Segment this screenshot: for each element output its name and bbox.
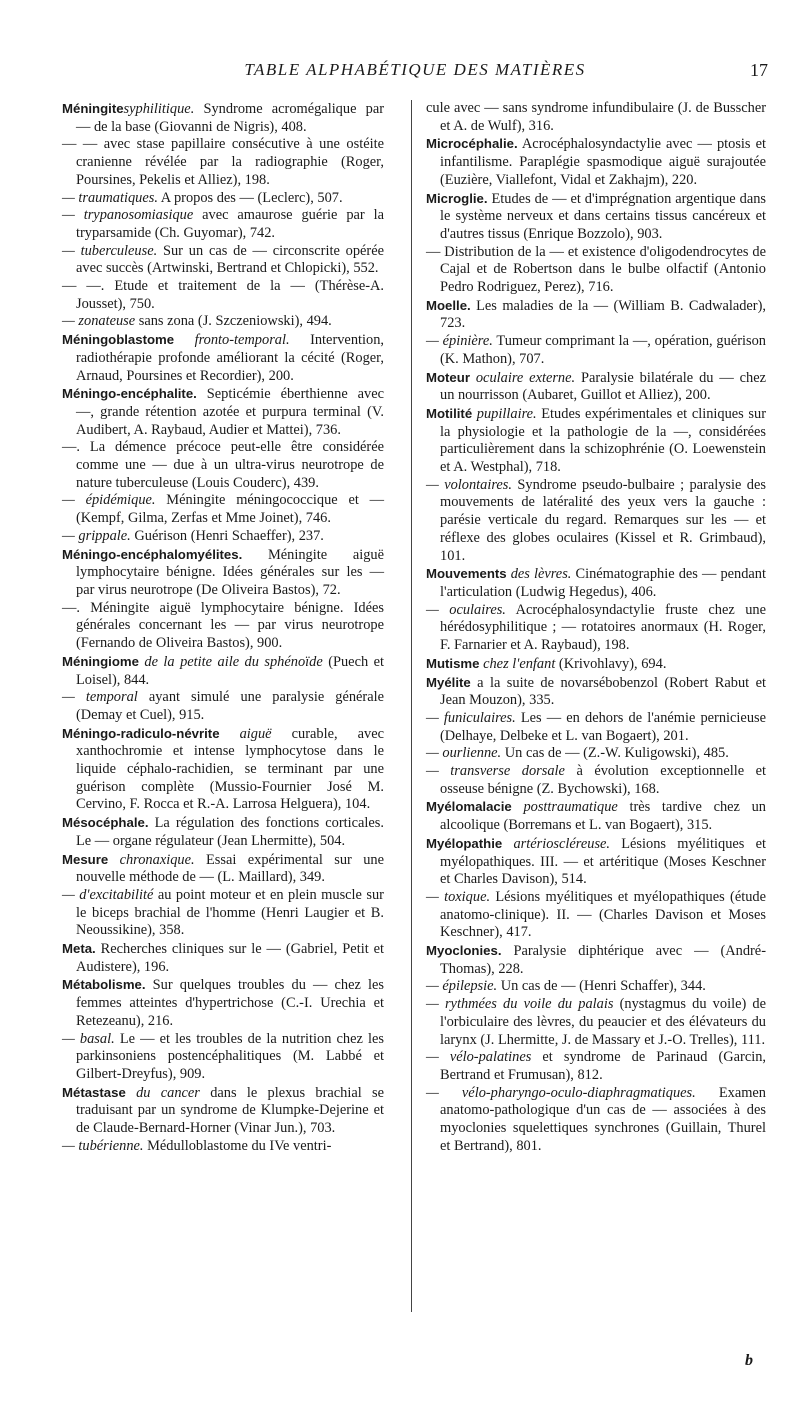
- entry-text: A propos des — (Leclerc), 507.: [157, 189, 343, 206]
- entry-text: Acrocéphalosyndactylie avec — ptosis et infantilisme. Paraplégie spasmodique aiguë surajoutée (Euzière, Viallefont, Vidal et Zakhajm), 220.: [440, 136, 766, 188]
- entry-qualifier: — volontaires.: [426, 476, 513, 493]
- entry-headword: Méningiome: [62, 653, 139, 669]
- entry-text: Syndrome pseudo-bulbaire ; paralysie des mouvements de latéralité des yeux vers la gauche : parésie verticale du regard. Remarques sur les — et réflexe des globes oculaires (Kissel et R. Grimbaud), 101.: [440, 476, 766, 564]
- index-entry: [426, 655, 766, 674]
- entry-qualifier: oculaire externe.: [469, 369, 576, 386]
- entry-text: Un cas de — (Henri Schaffer), 344.: [497, 978, 706, 995]
- index-entry: [426, 333, 766, 368]
- index-entry: [426, 405, 766, 477]
- index-entry: [62, 313, 384, 331]
- entry-headword: Myélite: [426, 674, 471, 690]
- entry-headword: Motilité: [426, 405, 473, 421]
- entry-headword: Myélopathie: [426, 835, 503, 851]
- entry-headword: Microglie.: [426, 190, 488, 206]
- entry-text: Le — et les troubles de la nutrition chez les parkinsoniens postencéphalitiques (M. Labbé et Gilbert-Dreyfus), 909.: [76, 1030, 385, 1082]
- entry-headword: Mutisme: [426, 655, 480, 671]
- entry-text: Lésions myélitiques et myélopathiques (étude anatomo-clinique). II. — (Charles Davison et Moses Keschner), 417.: [440, 888, 766, 941]
- index-entry: [426, 889, 766, 942]
- entry-text: — Distribution de la — et existence d'oligodendrocytes de Cajal et de Robertson dans le bulbe olfactif (Antonio Pedro Rodriguez, Perez), 716.: [426, 243, 766, 296]
- index-entry: [426, 835, 766, 889]
- entry-text: Paralysie bilatérale du — chez un nourrisson (Aubaret, Guillot et Alliez), 200.: [440, 369, 767, 404]
- entry-headword: Méningoblastome: [62, 332, 175, 348]
- entry-qualifier: aiguë: [219, 725, 272, 742]
- index-entry: [62, 940, 384, 976]
- entry-text: La régulation des fonctions corticales. Le — organe régulateur (Jean Lhermitte), 504.: [76, 815, 384, 849]
- entry-qualifier: pupillaire.: [472, 405, 537, 422]
- entry-text: (Krivohlavy), 694.: [555, 655, 667, 672]
- index-entry: [426, 369, 766, 405]
- entry-text: Etudes expérimentales et cliniques sur la physiologie et la pathologie de la —, considérées particulièrement dans la schizophrénie (O. Loewenstein et A. Westphal), 718.: [440, 405, 766, 476]
- index-entry: [426, 674, 766, 710]
- index-entry: [426, 297, 766, 333]
- index-entry: [426, 710, 766, 745]
- entry-text: ayant simulé une paralysie générale (Demay et Cuel), 915.: [76, 689, 384, 723]
- signature-mark: b: [745, 1352, 753, 1369]
- entry-qualifier: — transverse dorsale: [426, 763, 565, 780]
- index-entry: [62, 725, 384, 815]
- entry-qualifier: — vélo-pharyngo-oculo-diaphragmatiques.: [426, 1084, 696, 1101]
- entry-qualifier: fronto-temporal.: [174, 332, 290, 349]
- entry-qualifier: — ourlienne.: [426, 745, 502, 762]
- entry-text: Méningite méningococcique et — (Kempf, Gilma, Zerfas et Mme Joinet), 746.: [76, 492, 384, 527]
- index-entry: [62, 190, 384, 208]
- index-entry: [426, 190, 766, 244]
- entry-headword: Métastase: [62, 1084, 126, 1100]
- entry-qualifier: — rythmées du voile du palais: [426, 996, 614, 1013]
- running-header: [62, 60, 768, 84]
- entry-qualifier: — traumatiques.: [62, 189, 158, 206]
- entry-text: Les — en dehors de l'anémie pernicieuse (Delhaye, Delbeke et L. van Bogaert), 201.: [440, 709, 767, 744]
- index-entry: [62, 689, 384, 724]
- index-entry: [62, 814, 384, 850]
- index-entry: [62, 278, 384, 313]
- index-entry: [62, 100, 384, 136]
- entry-text: — —. Etude et traitement de la — (Thérèse-A. Jousset), 750.: [62, 278, 384, 312]
- entry-text: Un cas de — (Z.-W. Kuligowski), 485.: [501, 745, 729, 762]
- index-entry: [62, 600, 384, 653]
- entry-text: Tumeur comprimant la —, opération, guérison (K. Mathon), 707.: [440, 333, 766, 367]
- column-divider: [411, 100, 412, 1312]
- entry-qualifier: artérioscléreuse.: [502, 835, 611, 852]
- entry-headword: Meta.: [62, 941, 96, 957]
- entry-text: Acrocéphalosyndactylie fruste chez une hérédosyphilitique ; — rotatoires anormaux (H. Roger, F. Farnarier et A. Raybaud), 198.: [440, 601, 766, 654]
- index-entry: [62, 492, 384, 527]
- entry-text: Guérison (Henri Schaeffer), 237.: [130, 527, 324, 544]
- entry-text: (Puech et Loisel), 844.: [76, 653, 384, 688]
- index-entry: [426, 565, 766, 601]
- index-entry: [62, 207, 384, 242]
- entry-qualifier: — vélo-palatines: [426, 1049, 532, 1066]
- entry-headword: Moelle.: [426, 297, 471, 313]
- index-entry: [426, 763, 766, 798]
- entry-text: Etudes de — et d'imprégnation argentique dans le système nerveux et dans certains tissus cancéreux et d'autres tissus (Enrique Bozzolo), 903.: [440, 190, 766, 242]
- index-entry: [62, 1138, 384, 1156]
- entry-qualifier: — grippale.: [62, 527, 131, 544]
- entry-text: Septicémie éberthienne avec —, grande rétention azotée et purpura terminal (V. Audibert, A. Raybaud, Audier et Mattei), 736.: [76, 386, 384, 438]
- entry-headword: Méningite: [62, 101, 124, 116]
- entry-text: Paralysie diphtérique avec — (André-Thomas), 228.: [440, 943, 766, 977]
- entry-qualifier: chronaxique.: [108, 851, 195, 868]
- index-entry: [426, 996, 766, 1049]
- entry-qualifier: — basal.: [62, 1030, 115, 1047]
- entry-qualifier: — temporal: [62, 689, 138, 706]
- entry-text: sans zona (J. Szczeniowski), 494.: [135, 313, 332, 330]
- index-entry: [62, 385, 384, 439]
- entry-headword: Mouvements: [426, 566, 507, 582]
- entry-text: Méningite aiguë lymphocytaire bénigne. Idées générales sur les — par virus neurotrope (De Oliveira Bastos), 72.: [76, 546, 384, 598]
- index-entry: [62, 653, 384, 689]
- index-entry: [426, 1085, 766, 1156]
- entry-text: Examen anatomo-pathologique d'un cas de — associées à des myoclonies squelettiques synchrones (Guillain, Thurel et Bertrand), 801.: [440, 1084, 767, 1154]
- entry-qualifier: du cancer: [125, 1084, 200, 1101]
- entry-headword: Myoclonies.: [426, 943, 502, 959]
- entry-qualifier: — oculaires.: [426, 601, 506, 618]
- entry-text: très tardive chez un alcoolique (Borremans et L. van Bogaert), 315.: [440, 799, 766, 834]
- entry-qualifier: — épilepsie.: [426, 978, 498, 995]
- entry-text: Sur un cas de — circonscrite opérée avec succès (Artwinski, Bertrand et Chlopicki), 552.: [76, 242, 384, 277]
- entry-text: cule avec — sans syndrome infundibulaire (J. de Busscher et A. de Wulf), 316.: [426, 100, 766, 134]
- entry-text: Essai expérimental sur une nouvelle méthode de — (L. Maillard), 349.: [76, 851, 385, 886]
- entry-qualifier: chez l'enfant: [479, 655, 556, 672]
- entry-qualifier: posttraumatique: [511, 799, 618, 816]
- entry-headword: Méningo-encéphalite.: [62, 386, 197, 402]
- entry-headword: Myélomalacie: [426, 799, 512, 815]
- index-entry: [62, 851, 384, 887]
- entry-text: Sur quelques troubles du — chez les femmes atteintes d'hypertrichose (C.-I. Urechia et Retezeanu), 216.: [76, 977, 384, 1029]
- entry-qualifier: — trypanosomiasique: [62, 207, 194, 224]
- entry-text: Lésions myélitiques et myélopathiques. III. — et artéritique (Moses Keschner et Charles Davison), 514.: [440, 835, 766, 888]
- index-entry: [62, 136, 384, 189]
- index-entry: [426, 1049, 766, 1084]
- index-entry: [62, 439, 384, 492]
- index-entry: [426, 942, 766, 978]
- entry-qualifier: — zonateuse: [62, 313, 136, 330]
- index-entry: [426, 135, 766, 189]
- entry-qualifier: des lèvres.: [506, 566, 572, 583]
- entry-text: (nystagmus du voile) de l'orbiculaire des lèvres, du peaucier et des élévateurs du larynx (J. Lhermitte, J. de Massary et J.-O. Trelles), 111.: [440, 996, 766, 1048]
- entry-text: au point moteur et en plein muscle sur le biceps brachial de l'homme (Henri Laugier et B. Neoussikine), 358.: [76, 886, 384, 939]
- entry-headword: Mésocéphale.: [62, 815, 149, 831]
- entry-headword: Mesure: [62, 851, 109, 867]
- entry-qualifier: — tuberculeuse.: [62, 242, 158, 259]
- entry-qualifier: de la petite aile du sphénoïde: [138, 653, 323, 670]
- index-entry: [426, 602, 766, 655]
- right-column: [426, 100, 766, 1155]
- entry-qualifier: — épidémique.: [62, 492, 156, 509]
- index-entry: [62, 546, 384, 600]
- entry-qualifier: — tubérienne.: [62, 1137, 144, 1154]
- index-entry: [426, 745, 766, 763]
- entry-headword: Méningo-encéphalomyélites.: [62, 546, 243, 562]
- entry-qualifier: syphilitique.: [123, 101, 195, 117]
- index-entry: [426, 798, 766, 834]
- entry-headword: Métabolisme.: [62, 977, 146, 993]
- index-entry: [62, 976, 384, 1030]
- entry-headword: Moteur: [426, 369, 470, 385]
- entry-text: Cinématographie des — pendant l'articulation (Ludwig Hegedus), 406.: [440, 566, 766, 600]
- index-entry: [62, 331, 384, 385]
- index-entry: [426, 978, 766, 996]
- entry-text: Médulloblastome du IVe ventri-: [143, 1137, 332, 1154]
- entry-headword: Méningo-radiculo-névrite: [62, 725, 220, 741]
- page-number: 17: [750, 60, 768, 80]
- entry-qualifier: — épinière.: [426, 333, 493, 350]
- left-column: [62, 100, 384, 1155]
- entry-text: —. La démence précoce peut-elle être considérée comme une — due à un ultra-virus neurotrope de nature tuberculeuse (Louis Couderc), 439.: [62, 439, 384, 491]
- entry-text: dans le plexus brachial se traduisant par un syndrome de Klumpke-Dejerine et de Claude-Bernard-Horner (Vinar Jun.), 703.: [76, 1084, 384, 1137]
- entry-text: avec amaurose guérie par la tryparsamide (Ch. Guyomar), 742.: [76, 207, 384, 241]
- index-entry: [62, 887, 384, 940]
- index-entry: [62, 1031, 384, 1084]
- index-entry: [426, 477, 766, 566]
- page-title: TABLE ALPHABÉTIQUE DES MATIÈRES: [244, 60, 586, 79]
- index-entry: [62, 243, 384, 278]
- entry-text: Les maladies de la — (William B. Cadwalader), 723.: [440, 297, 766, 332]
- entry-text: a la suite de novarsébobenzol (Robert Rabut et Jean Mouzon), 335.: [440, 674, 766, 709]
- index-entry: [426, 100, 766, 135]
- entry-text: —. Méningite aiguë lymphocytaire bénigne. Idées générales concernant les — par virus neurotrope (Fernando de Oliveira Bastos), 900.: [62, 599, 384, 652]
- entry-text: Intervention, radiothérapie profonde améliorant la cécité (Roger, Arnaud, Poursines et Recordier), 200.: [76, 332, 384, 384]
- entry-text: Syndrome acromégalique par — de la base (Giovanni de Nigris), 408.: [76, 101, 384, 135]
- entry-text: — — avec stase papillaire consécutive à une ostéite cranienne révélée par la radiographie (Roger, Poursines, Pekelis et Alliez), 198.: [62, 136, 384, 188]
- entry-headword: Microcéphalie.: [426, 136, 518, 152]
- entry-qualifier: — toxique.: [426, 888, 491, 905]
- entry-text: et syndrome de Parinaud (Garcin, Bertrand et Frumusan), 812.: [440, 1049, 766, 1083]
- entry-qualifier: — d'excitabilité: [62, 886, 154, 903]
- index-entry: [62, 528, 384, 546]
- entry-text: curable, avec xanthochromie et intense lymphocytose dans le liquide céphalo-rachidien, se terminant par une guérison complète (Mussio-Fournier José M. Cervino, F. Rocca et R.-A. Larrosa Helguera), 104.: [76, 725, 384, 813]
- entry-text: à évolution exceptionnelle et osseuse bénigne (Z. Bychowski), 168.: [440, 763, 766, 797]
- entry-qualifier: — funiculaires.: [426, 709, 516, 726]
- entry-text: Recherches cliniques sur le — (Gabriel, Petit et Audistere), 196.: [76, 941, 384, 975]
- index-entry: [62, 1084, 384, 1138]
- index-entry: [426, 244, 766, 297]
